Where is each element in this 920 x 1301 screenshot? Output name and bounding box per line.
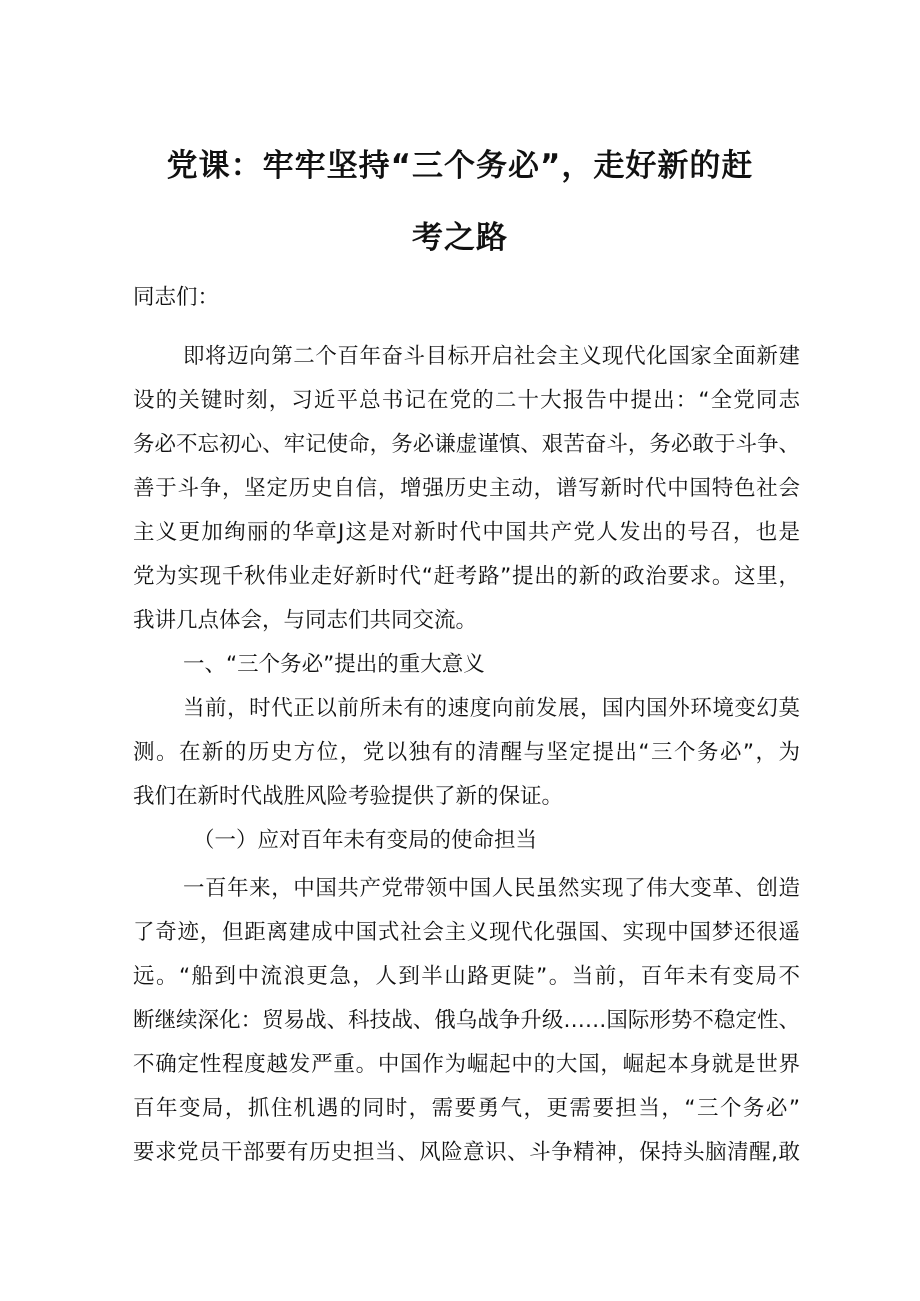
salutation: 同志们：	[133, 285, 220, 310]
paragraph-line: 主义更加绚丽的华章J这是对新时代中国共产党人发出的号召，也是	[133, 520, 800, 545]
paragraph-line: 断继续深化：贸易战、科技战、俄乌战争升级……国际形势不稳定性、	[133, 1008, 800, 1033]
paragraph-line: 设的关键时刻，习近平总书记在党的二十大报告中提出：“全党同志	[133, 388, 800, 413]
paragraph-line: 远。“船到中流浪更急，人到半山路更陡”。当前，百年未有变局不	[133, 964, 800, 989]
paragraph-line: 党为实现千秋伟业走好新时代“赶考路”提出的新的政治要求。这里，	[133, 564, 800, 589]
paragraph-line: 了奇迹，但距离建成中国式社会主义现代化强国、实现中国梦还很遥	[133, 920, 800, 945]
paragraph-line: 即将迈向第二个百年奋斗目标开启社会主义现代化国家全面新建	[183, 344, 800, 369]
paragraph-line: 要求党员干部要有历史担当、风险意识、斗争精神，保持头脑清醒,敢	[133, 1140, 800, 1165]
paragraph-line: 当前，时代正以前所未有的速度向前发展，国内国外环境变幻莫	[183, 696, 800, 721]
paragraph-line: 我讲几点体会，与同志们共同交流。	[133, 608, 478, 633]
paragraph-line: 不确定性程度越发严重。中国作为崛起中的大国，崛起本身就是世界	[133, 1052, 800, 1077]
paragraph-line: 百年变局，抓住机遇的同时，需要勇气，更需要担当，“三个务必”	[133, 1096, 800, 1121]
heading2-text: （一）应对百年未有变局的使命担当	[193, 828, 538, 853]
document-title-line-1: 党课：牢牢坚持“三个务必”，走好新的赶	[166, 148, 754, 184]
paragraph-line: 善于斗争，坚定历史自信，增强历史主动，谱写新时代中国特色社会	[133, 476, 800, 501]
document-title-line-2: 考之路	[412, 220, 508, 256]
paragraph-line: 务必不忘初心、牢记使命，务必谦虚谨慎、艰苦奋斗，务必敢于斗争、	[133, 432, 800, 457]
paragraph-line: 测。在新的历史方位，党以独有的清醒与坚定提出“三个务必”，为	[133, 740, 800, 765]
heading1-text: 一、“三个务必”提出的重大意义	[183, 652, 485, 677]
paragraph-line: 我们在新时代战胜风险考验提供了新的保证。	[133, 784, 564, 809]
paragraph-line: 一百年来，中国共产党带领中国人民虽然实现了伟大变革、创造	[183, 876, 800, 901]
